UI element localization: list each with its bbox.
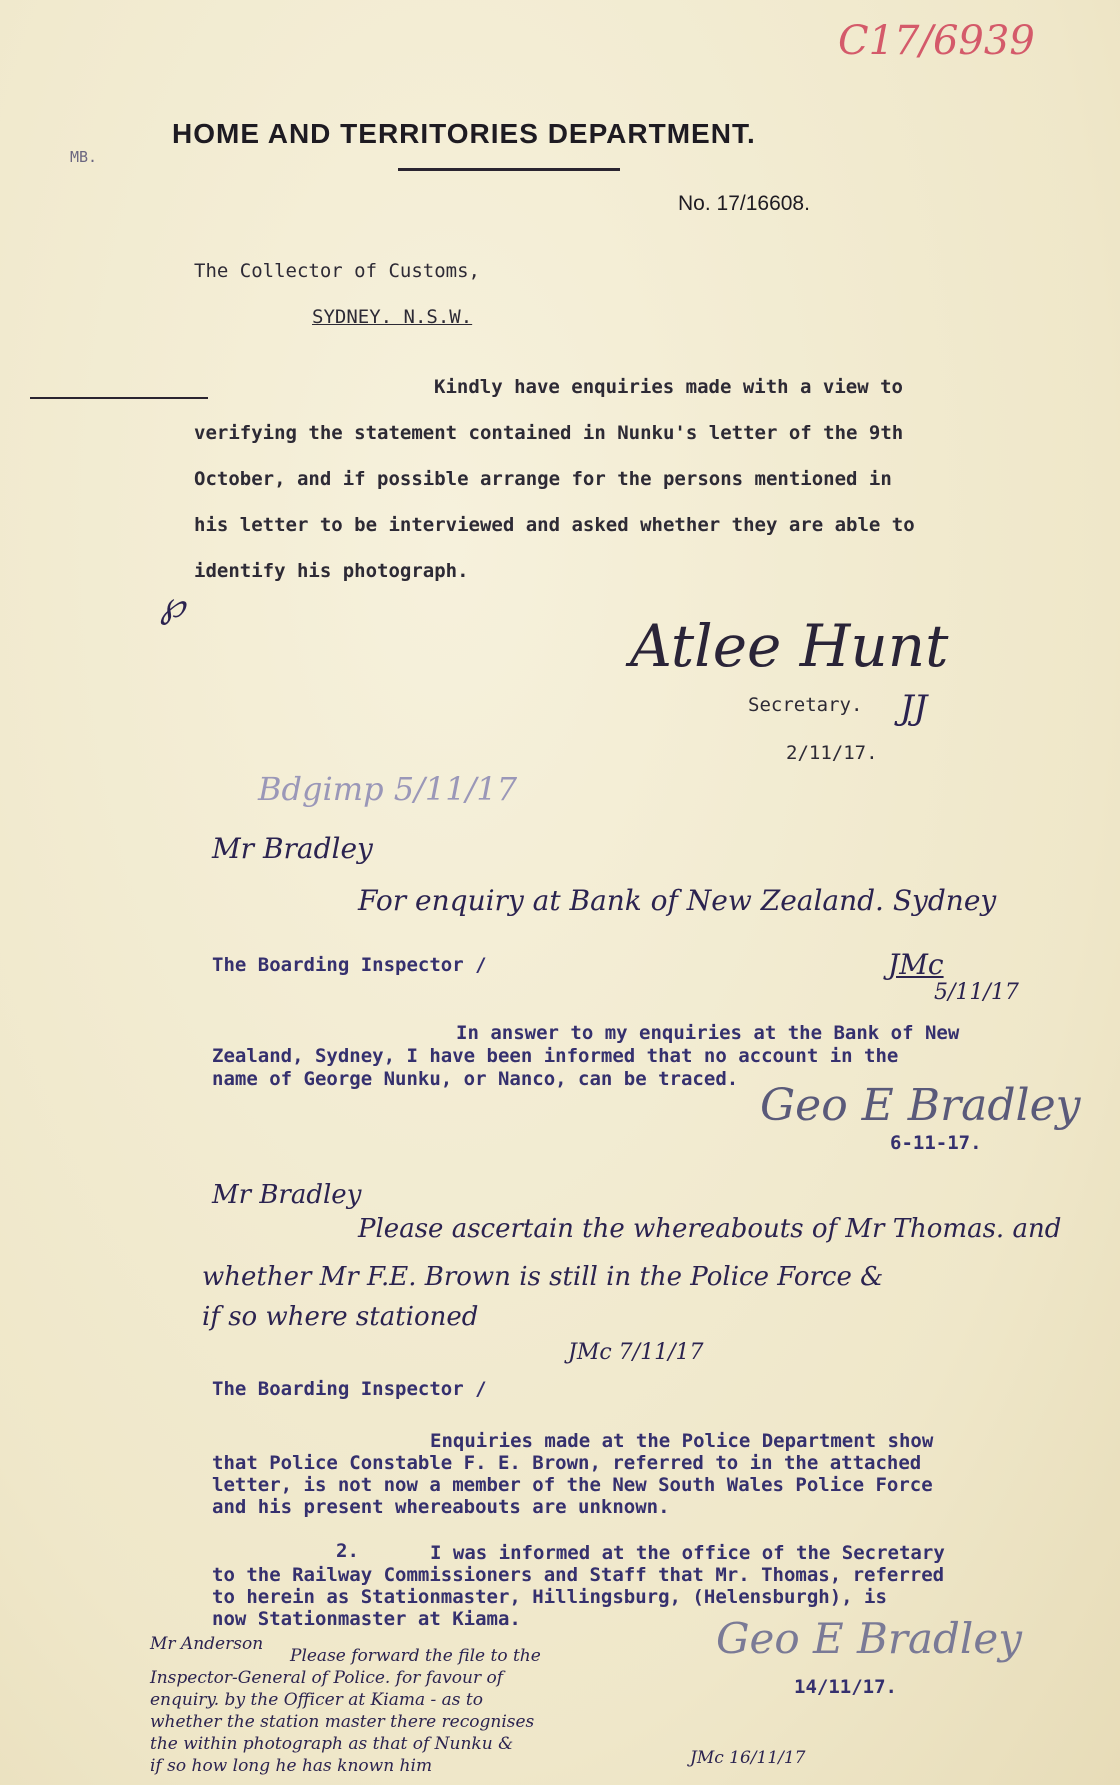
addressee-line1: The Collector of Customs, <box>194 260 480 282</box>
secretary-title: Secretary. <box>748 694 863 716</box>
report2-p2-line2: to the Railway Commissioners and Staff that Mr. Thomas, referred <box>212 1564 945 1586</box>
minute3-line2: Inspector-General of Police. for favour of <box>150 1668 504 1688</box>
report2-signature: Geo E Bradley <box>716 1614 1022 1663</box>
faint-note: Bdgimp 5/11/17 <box>258 770 518 808</box>
body-line3: October, and if possible arrange for the persons mentioned in <box>194 468 892 490</box>
body-line5: identify his photograph. <box>194 560 469 582</box>
report2-p2-line4: now Stationmaster at Kiama. <box>212 1608 521 1630</box>
report1-line3: name of George Nunku, or Nanco, can be traced. <box>212 1068 739 1090</box>
minute2-line2: whether Mr F.E. Brown is still in the Police Force & <box>202 1262 884 1292</box>
secretary-signature: Atlee Hunt <box>630 612 949 680</box>
signoff-date: 2/11/17. <box>786 742 878 764</box>
report2-date: 14/11/17. <box>794 1676 897 1698</box>
report1-line2: Zealand, Sydney, I have been informed that no account in the <box>212 1045 899 1067</box>
reference-number: No. 17/16608. <box>678 192 810 215</box>
report2-p1-line1: Enquiries made at the Police Department show <box>430 1430 934 1452</box>
minute2-line1: Please ascertain the whereabouts of Mr Thomas. and <box>358 1214 1062 1244</box>
minute3-line3: enquiry. by the Officer at Kiama - as to <box>150 1690 484 1710</box>
report1-signature: Geo E Bradley <box>760 1080 1081 1131</box>
file-number: C17/6939 <box>838 18 1035 64</box>
report2-p1-line3: letter, is not now a member of the New South Wales Police Force <box>212 1474 933 1496</box>
margin-rule <box>30 397 208 399</box>
secretary-initials: JJ <box>900 688 928 728</box>
report1-heading: The Boarding Inspector / <box>212 954 487 976</box>
minute3-initials: JMc 16/11/17 <box>690 1748 806 1768</box>
minute3-line6: if so how long he has known him <box>150 1756 433 1776</box>
minute2-initials: JMc 7/11/17 <box>568 1340 704 1365</box>
body-line2: verifying the statement contained in Nunku's letter of the 9th <box>194 422 904 444</box>
report1-line1: In answer to my enquiries at the Bank of New <box>456 1022 960 1044</box>
minute3-to: Mr Anderson <box>150 1634 264 1654</box>
report2-heading: The Boarding Inspector / <box>212 1378 487 1400</box>
minute1-to: Mr Bradley <box>212 832 373 865</box>
margin-note: MB. <box>70 148 98 166</box>
minute1-date: 5/11/17 <box>934 980 1019 1005</box>
body-line4: his letter to be interviewed and asked whether they are able to <box>194 514 915 536</box>
report2-p2-line3: to herein as Stationmaster, Hillingsburg, (Helensburgh), is <box>212 1586 887 1608</box>
heading-rule <box>398 168 620 171</box>
minute3-line4: whether the station master there recognises <box>150 1712 535 1732</box>
report2-p2-line1: I was informed at the office of the Secretary <box>430 1542 945 1564</box>
report1-date: 6-11-17. <box>890 1132 982 1154</box>
minute3-line5: the within photograph as that of Nunku & <box>150 1734 514 1754</box>
report2-p1-line2: that Police Constable F. E. Brown, referred to in the attached <box>212 1452 922 1474</box>
minute1-text: For enquiry at Bank of New Zealand. Sydney <box>358 884 997 917</box>
report2-p1-line4: and his present whereabouts are unknown. <box>212 1496 670 1518</box>
department-heading: HOME AND TERRITORIES DEPARTMENT. <box>172 118 756 149</box>
report2-p2-number: 2. <box>336 1540 359 1562</box>
addressee-line2: SYDNEY. N.S.W. <box>312 306 473 328</box>
paraph-mark: ℘ <box>160 585 186 626</box>
body-line1: Kindly have enquiries made with a view to <box>434 376 903 398</box>
minute2-line3: if so where stationed <box>202 1302 479 1332</box>
minute2-to: Mr Bradley <box>212 1180 362 1210</box>
minute1-initials: JMc <box>888 948 944 981</box>
minute3-line1: Please forward the file to the <box>290 1646 541 1666</box>
